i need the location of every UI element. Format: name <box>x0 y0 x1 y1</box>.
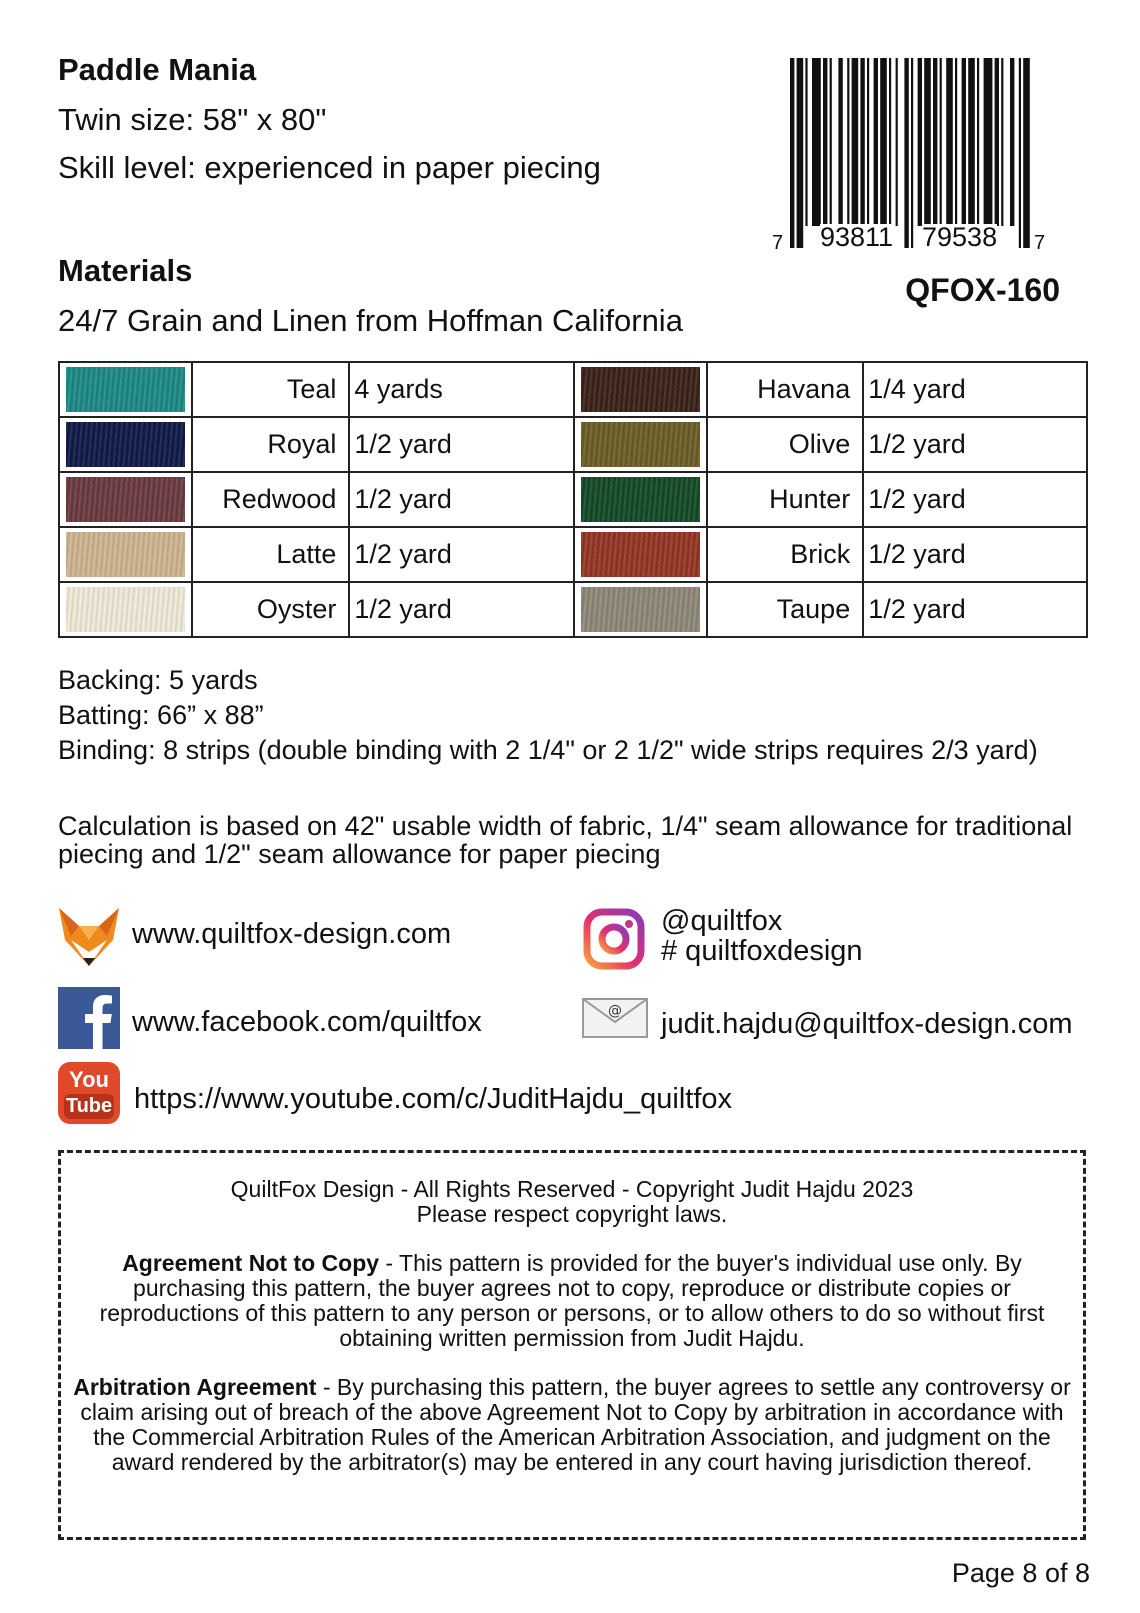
fabric-name: Royal <box>192 417 349 472</box>
barcode-bar <box>889 58 891 226</box>
instagram-handle[interactable]: @quiltfox <box>661 905 783 937</box>
barcode-bar <box>830 58 832 226</box>
fabric-quantity: 1/4 yard <box>863 362 1087 417</box>
barcode-bar <box>924 58 931 226</box>
calculation-note: Calculation is based on 42" usable width of fabric, 1/4" seam allowance for traditional piecing and 1/2" seam allowance for paper piecing <box>58 811 1073 869</box>
swatch-oyster <box>66 587 185 632</box>
fabric-name: Havana <box>707 362 863 417</box>
youtube-icon <box>58 1062 120 1124</box>
fabric-swatch <box>574 527 707 582</box>
barcode-digit-last: 7 <box>1034 230 1045 257</box>
youtube-icon-top: You <box>69 1067 109 1092</box>
arbitration-title: Arbitration Agreement <box>73 1374 317 1400</box>
materials-heading: Materials <box>58 253 193 288</box>
table-row <box>59 582 1087 637</box>
barcode-bar <box>1010 58 1014 226</box>
fabric-quantity: 1/2 yard <box>863 472 1087 527</box>
barcode-bar <box>805 58 807 226</box>
swatch-hunter <box>581 477 700 522</box>
barcode-bar <box>977 58 979 226</box>
legal-notice <box>58 1150 1086 1540</box>
agreement-text: - This pattern is provided for the buyer's individual use only. By purchasing this pattern, the buyer agrees not to copy, reproduce or distribute copies or reproductions of this pattern to any person or persons, or to allow others to do so without first obtaining written permission from Judit Hajdu. <box>99 1250 1045 1351</box>
table-row <box>59 417 1087 472</box>
barcode-bar <box>968 58 975 226</box>
materials-subtitle: 24/7 Grain and Linen from Hoffman California <box>58 303 683 338</box>
swatch-havana <box>581 367 700 412</box>
fabric-quantity: 1/2 yard <box>863 417 1087 472</box>
barcode-bar <box>984 58 993 226</box>
barcode-bar <box>911 58 913 248</box>
skill-level: Skill level: experienced in paper piecing <box>58 150 601 185</box>
fabric-name: Teal <box>192 362 349 417</box>
instagram-hashtag[interactable]: # quiltfoxdesign <box>661 935 863 967</box>
fabric-name: Latte <box>192 527 349 582</box>
barcode-bar <box>918 58 922 226</box>
agreement-paragraph <box>61 1251 1083 1351</box>
barcode-bar <box>797 58 804 248</box>
barcode-bar <box>1001 58 1003 226</box>
barcode-bar <box>847 58 849 226</box>
barcode-bar <box>933 58 937 226</box>
fabric-swatch <box>574 582 707 637</box>
barcode-group-left: 93811 <box>820 222 894 252</box>
youtube-icon-bottom: Tube <box>65 1095 113 1117</box>
fabric-swatch <box>574 417 707 472</box>
envelope-icon <box>582 998 648 1038</box>
pattern-title: Paddle Mania <box>58 52 257 87</box>
fabric-swatch <box>59 527 192 582</box>
barcode-bars <box>790 58 1060 248</box>
swatch-redwood <box>66 477 185 522</box>
backing-requirement: Backing: 5 yards <box>58 665 258 695</box>
barcode-bar <box>940 58 942 226</box>
instagram-icon <box>583 908 645 970</box>
copyright-line: QuiltFox Design - All Rights Reserved - Copyright Judit Hajdu 2023 <box>230 1176 914 1202</box>
table-row <box>59 362 1087 417</box>
fabric-quantity: 1/2 yard <box>349 527 573 582</box>
swatch-olive <box>581 422 700 467</box>
fabric-name: Olive <box>707 417 863 472</box>
barcode-bar <box>946 58 953 226</box>
fabric-quantity: 1/2 yard <box>349 417 573 472</box>
barcode <box>772 58 1060 258</box>
agreement-title: Agreement Not to Copy <box>122 1250 380 1276</box>
fabric-swatch <box>574 472 707 527</box>
swatch-teal <box>66 367 185 412</box>
swatch-latte <box>66 532 185 577</box>
youtube-link[interactable]: https://www.youtube.com/c/JuditHajdu_quiltfox <box>134 1083 733 1115</box>
barcode-bar <box>995 58 999 226</box>
arbitration-text: - By purchasing this pattern, the buyer agrees to settle any controversy or claim arising out of breach of the above Agreement Not to Copy by arbitration in accordance with the Commercial Arbitration Rules of the American Arbitration Association, and judgment on the award rendered by the arbitrator(s) may be entered in any court having jurisdiction thereof. <box>80 1374 1071 1475</box>
barcode-bar <box>1019 58 1021 248</box>
facebook-icon <box>58 987 120 1049</box>
table-row <box>59 472 1087 527</box>
website-link[interactable]: www.quiltfox-design.com <box>132 918 452 950</box>
copyright-notice: Please respect copyright laws. <box>416 1201 728 1227</box>
barcode-digit-first: 7 <box>772 230 783 257</box>
fabric-swatch <box>59 472 192 527</box>
product-sku: QFOX-160 <box>905 272 1060 308</box>
barcode-bar <box>874 58 878 226</box>
barcode-bar <box>880 58 887 226</box>
barcode-bar <box>955 58 957 226</box>
barcode-bar <box>962 58 966 226</box>
fabric-swatch <box>59 582 192 637</box>
fabric-name: Hunter <box>707 472 863 527</box>
swatch-brick <box>581 532 700 577</box>
fabric-quantity: 1/2 yard <box>863 527 1087 582</box>
fabric-quantity: 1/2 yard <box>349 472 573 527</box>
arbitration-paragraph <box>61 1375 1083 1475</box>
batting-requirement: Batting: 66” x 88” <box>58 700 264 730</box>
swatch-taupe <box>581 587 700 632</box>
fabric-name: Brick <box>707 527 863 582</box>
fabric-swatch <box>59 362 192 417</box>
barcode-bar <box>812 58 821 226</box>
barcode-bar <box>790 58 794 248</box>
swatch-royal <box>66 422 185 467</box>
fabric-name: Redwood <box>192 472 349 527</box>
barcode-group-right: 79538 <box>922 222 998 252</box>
barcode-bar <box>852 58 859 226</box>
fabric-name: Oyster <box>192 582 349 637</box>
table-row <box>59 527 1087 582</box>
fabric-quantity: 1/2 yard <box>349 582 573 637</box>
page-number: Page 8 of 8 <box>951 1558 1090 1588</box>
fabric-table <box>58 361 1088 638</box>
binding-requirement: Binding: 8 strips (double binding with 2 1/4" or 2 1/2" wide strips requires 2/3 yard) <box>58 735 1038 765</box>
fabric-quantity: 1/2 yard <box>863 582 1087 637</box>
barcode-bar <box>838 58 842 226</box>
email-link[interactable]: judit.hajdu@quiltfox-design.com <box>661 1008 1073 1040</box>
barcode-bar <box>904 58 908 248</box>
barcode-bar <box>1023 58 1030 248</box>
facebook-link[interactable]: www.facebook.com/quiltfox <box>132 1006 482 1038</box>
quilt-size: Twin size: 58" x 80" <box>58 102 327 137</box>
fabric-swatch <box>574 362 707 417</box>
svg-text:@: @ <box>608 1003 622 1019</box>
barcode-bar <box>823 58 827 226</box>
fox-logo-icon <box>57 906 121 968</box>
fabric-name: Taupe <box>707 582 863 637</box>
barcode-bar <box>860 58 864 226</box>
barcode-bar <box>867 58 869 226</box>
fabric-swatch <box>59 417 192 472</box>
fabric-quantity: 4 yards <box>349 362 573 417</box>
barcode-bar <box>896 58 898 226</box>
instagram-block <box>661 906 863 966</box>
